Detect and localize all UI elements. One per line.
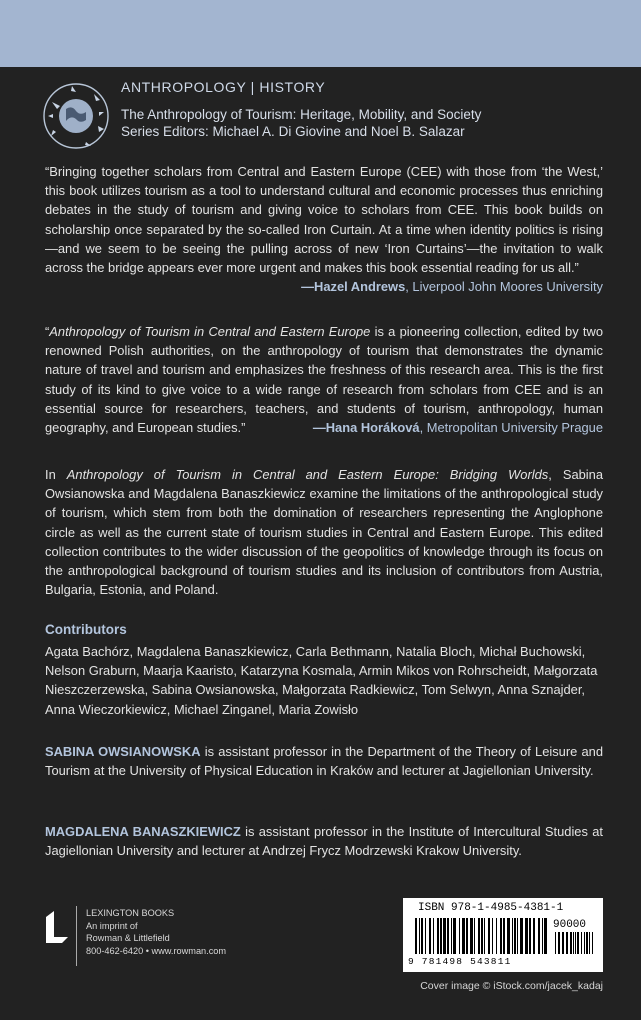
quote-text: is a pioneering collection, edited by two renowned Polish authorities, on the anthropology of tourism that demonstrates the dynamic nature of travel and tourism and emphasizes the freshness of this research area. This is the first study of its kind to give voice to a wide range of research from scholars from CEE and is an essential source for researchers, teachers, and students of tourism, anthropology, human geography, and European studies.” (45, 324, 603, 436)
quote-attribution (45, 277, 603, 296)
barcode-stripe (419, 918, 420, 954)
contributors-list: Agata Bachórz, Magdalena Banaszkiewicz, Carla Bethmann, Natalia Bloch, Michał Buchowski, Nelson Graburn, Maarja Kaaristo, Katarzyna Kosmala, Armin Mikos von Rohrscheidt, Małgorzata Nieszczerzewska, Sabina Owsianowska, Małgorzata Radkiewicz, Tom Selwyn, Anna Sznajder, Anna Wieczorkiewicz, Michael Zinganel, Maria Zowisło (45, 644, 598, 717)
quote-open-mark: “ (45, 324, 50, 339)
author-bio-2 (45, 822, 603, 860)
price-barcode-stripe (573, 932, 574, 954)
barcode-stripe (503, 918, 505, 954)
quote-text: “Bringing together scholars from Central and Eastern Europe (CEE) with those from ‘the West,’ this book utilizes tourism as a tool to understand cultural and economic processes thus enriching debates in the study of tourism and giving voice to scholars from CEE. This book builds on scholarship once separated by the so-called Iron Curtain. At a time when identity politics is rising—and we seem to be seeing the pulling across of new ‘Iron Curtains’—the invitation to walk across the bridge appears ever more urgent and makes this book essential reading for us all.” (45, 164, 603, 276)
author-bio-text: is assistant professor in the Department of the Theory of Leisure and Tourism at the University of Physical Education in Kraków and lecturer at Jagiellonian University. (45, 744, 603, 779)
series-info (121, 106, 481, 140)
barcode-stripe (481, 918, 483, 954)
description-lead: In (45, 467, 67, 482)
author-name: SABINA OWSIANOWSKA (45, 744, 201, 759)
barcode-stripe (429, 918, 431, 954)
book-description (45, 465, 603, 599)
barcode-stripe (459, 918, 460, 954)
barcode-stripe (529, 918, 531, 954)
barcode-stripe (478, 918, 480, 954)
barcode-stripe (466, 918, 468, 954)
barcode-stripe (451, 918, 452, 954)
quote-author: —Hana Horáková (312, 420, 420, 436)
price-barcode-stripe (555, 932, 556, 954)
barcode-stripe (492, 918, 493, 954)
price-barcode-stripe (577, 932, 579, 954)
barcode-stripe (443, 918, 446, 954)
endorsement-quote-1 (45, 162, 603, 296)
publisher-contact: 800-462-6420 • www.rowman.com (86, 945, 227, 956)
price-barcode-stripe (586, 932, 588, 954)
description-text: , Sabina Owsianowska and Magdalena Banaszkiewicz examine the limitations of the anthropological study of tourism, which stem from both the domination of researchers representing the Anglophone circle as well as the current state of tourism studies in Central and Eastern Europe. This edited collection contributes to the wider discussion of the geopolitics of knowledge through its focus on the anthropological background of tourism studies and its inclusion of contributors from Austria, Bulgaria, Estonia, and Poland. (45, 467, 604, 598)
barcode-stripe (544, 918, 547, 954)
ean-number: 9 781498 543811 (408, 956, 512, 967)
quote-affiliation: , Metropolitan University Prague (419, 420, 603, 436)
price-barcode-stripe (562, 932, 564, 954)
barcode-stripe (425, 918, 426, 954)
publisher-name: LEXINGTON BOOKS (86, 908, 175, 918)
globe-travel-icon (42, 82, 110, 150)
barcode-stripe (421, 918, 423, 954)
quote-author: —Hazel Andrews (301, 279, 406, 295)
barcode-stripe (520, 918, 523, 954)
barcode-stripe (488, 918, 490, 954)
barcode-stripe (512, 918, 513, 954)
top-color-band (0, 0, 641, 67)
barcode-stripe (437, 918, 439, 954)
series-title-line: The Anthropology of Tourism: Heritage, Mobility, and Society (121, 107, 482, 122)
lexington-logo-icon (44, 907, 70, 947)
barcode-stripe (507, 918, 510, 954)
price-barcode-stripe (558, 932, 560, 954)
barcode-stripe (496, 918, 497, 954)
barcode-stripe (447, 918, 449, 954)
barcode-stripe (462, 918, 465, 954)
price-barcode-stripe (589, 932, 590, 954)
quote-attribution (313, 418, 603, 437)
publisher-imprint-line: An imprint of (86, 920, 138, 931)
barcode-stripe (533, 918, 535, 954)
barcode-stripe (517, 918, 518, 954)
series-category: ANTHROPOLOGY | HISTORY (121, 79, 326, 95)
cover-image-credit: Cover image © iStock.com/jacek_kadaj (420, 980, 603, 992)
barcode-stripe (484, 918, 485, 954)
publisher-info (86, 907, 226, 957)
price-barcode-stripe (581, 932, 582, 954)
barcode-stripe (415, 918, 417, 954)
author-bio-text: is assistant professor in the Institute of Intercultural Studies at Jagiellonian University and lecturer at Andrzej Frycz Modrzewski Krakow University. (45, 824, 604, 859)
barcode-stripe (525, 918, 528, 954)
barcode-stripe (440, 918, 442, 954)
author-bio-1 (45, 742, 603, 780)
series-editors-line: Series Editors: Michael A. Di Giovine and Noel B. Salazar (121, 124, 465, 139)
price-barcode-stripe (584, 932, 585, 954)
barcode-stripe (474, 918, 475, 954)
price-barcode-stripe (592, 932, 593, 954)
price-barcode-stripe (566, 932, 568, 954)
barcode-stripe (542, 918, 543, 954)
contributors-heading: Contributors (45, 622, 127, 637)
publisher-divider (76, 906, 77, 966)
publisher-parent: Rowman & Littlefield (86, 933, 170, 944)
description-book-title: Anthropology of Tourism in Central and Eastern Europe: Bridging Worlds (66, 467, 549, 482)
barcode-stripe (514, 918, 516, 954)
price-barcode-stripe (570, 932, 572, 954)
barcode-stripe (470, 918, 473, 954)
author-name: MAGDALENA BANASZKIEWICZ (45, 824, 241, 839)
barcode-stripe (433, 918, 434, 954)
quote-book-title: Anthropology of Tourism in Central and Eastern Europe (49, 324, 371, 339)
barcode-stripe (453, 918, 456, 954)
price-code: 90000 (553, 919, 587, 931)
barcode-stripe (538, 918, 540, 954)
endorsement-quote-2 (45, 322, 603, 437)
price-barcode-stripe (575, 932, 576, 954)
isbn-label: ISBN 978-1-4985-4381-1 (418, 902, 564, 914)
quote-affiliation: , Liverpool John Moores University (405, 279, 603, 295)
barcode-stripe (500, 918, 502, 954)
